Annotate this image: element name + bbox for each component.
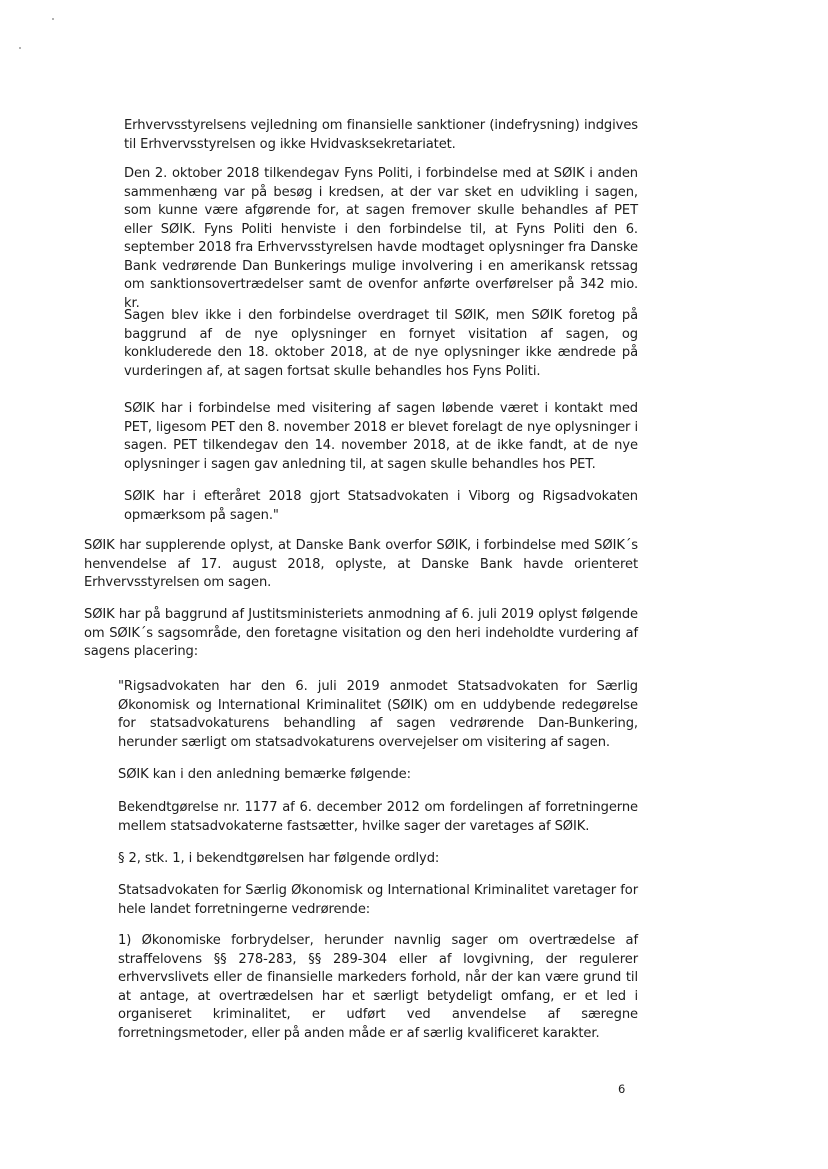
scan-speck bbox=[52, 18, 54, 20]
paragraph-rigsadvokaten-request: "Rigsadvokaten har den 6. juli 2019 anmodet Statsadvokaten for Særlig Økonomisk og International Kriminalitet (SØIK) om en uddybende redegørelse for statsadvokaturens behandling af sagen vedrørende Dan-Bunkering, herunder særligt om statsadvokaturens overvejelser om visitering af sagen. bbox=[118, 679, 638, 750]
paragraph-soik-remark: SØIK kan i den anledning bemærke følgende: bbox=[118, 767, 411, 782]
paragraph-pet-contact: SØIK har i forbindelse med visitering af sagen løbende været i kontakt med PET, ligesom PET den 8. november 2018 er blevet forelagt de nye oplysninger i sagen. PET tilkendegav den 14. november 2018, at de ikke fandt, at de nye oplysninger i sagen gav anledning til, at sagen skulle behandles hos PET. bbox=[124, 401, 638, 472]
paragraph-justice-ministry-request: SØIK har på baggrund af Justitsministeriets anmodning af 6. juli 2019 oplyst følgende om SØIK´s sagsområde, den foretagne visitation og den heri indeholdte vurdering af sagens placering: bbox=[84, 607, 638, 659]
paragraph-danske-bank-supplement: SØIK har supplerende oplyst, at Danske Bank overfor SØIK, i forbindelse med SØIK´s henvendelse af 17. august 2018, oplyste, at Danske Bank havde orienteret Erhvervsstyrelsen om sagen. bbox=[84, 538, 638, 590]
scan-speck bbox=[19, 47, 21, 49]
paragraph-bekendtgorelse: Bekendtgørelse nr. 1177 af 6. december 2012 om fordelingen af forretningerne mellem statsadvokaterne fastsætter, hvilke sager der varetages af SØIK. bbox=[118, 800, 638, 834]
paragraph-statsadvokat-duties: Statsadvokaten for Særlig Økonomisk og International Kriminalitet varetager for hele landet forretningerne vedrørende: bbox=[118, 883, 638, 917]
paragraph-economic-crimes: 1) Økonomiske forbrydelser, herunder navnlig sager om overtrædelse af straffelovens §§ 278-283, §§ 289-304 eller af lovgivning, der regulerer erhvervslivets eller de finansielle markeders forhold, når der kan være grund til at antage, at overtrædelsen har et særligt betydeligt omfang, er et led i organiseret kriminalitet, er udført ved anvendelse af særegne forretningsmetoder, eller på anden måde er af særlig kvalificeret karakter. bbox=[118, 933, 638, 1041]
paragraph-section-2: § 2, stk. 1, i bekendtgørelsen har følgende ordlyd: bbox=[118, 851, 440, 866]
paragraph-revisitation: Sagen blev ikke i den forbindelse overdraget til SØIK, men SØIK foretog på baggrund af de nye oplysninger en fornyet visitation af sagen, og konkluderede den 18. oktober 2018, at de nye oplysninger ikke ændrede på vurderingen af, at sagen fortsat skulle behandles hos Fyns Politi. bbox=[124, 308, 638, 379]
page-number: 6 bbox=[618, 1082, 626, 1096]
paragraph-statsadvokat-notified: SØIK har i efteråret 2018 gjort Statsadvokaten i Viborg og Rigsadvokaten opmærksom på sagen." bbox=[124, 489, 638, 523]
paragraph-sanctions-guidance: Erhvervsstyrelsens vejledning om finansielle sanktioner (indefrysning) indgives til Erhvervsstyrelsen og ikke Hvidvasksekretariatet. bbox=[124, 118, 638, 152]
paragraph-fyns-politi-october: Den 2. oktober 2018 tilkendegav Fyns Politi, i forbindelse med at SØIK i anden sammenhæng var på besøg i kredsen, at der var sket en udvikling i sagen, som kunne være afgørende for, at sagen fremover skulle behandles af PET eller SØIK. Fyns Politi henviste i den forbindelse til, at Fyns Politi den 6. september 2018 fra Erhvervsstyrelsen havde modtaget oplysninger fra Danske Bank vedrørende Dan Bunkerings mulige involvering i en amerikansk retssag om sanktionsovertrædelser samt de ovenfor anførte overførelser på 342 mio. kr. bbox=[124, 166, 638, 311]
